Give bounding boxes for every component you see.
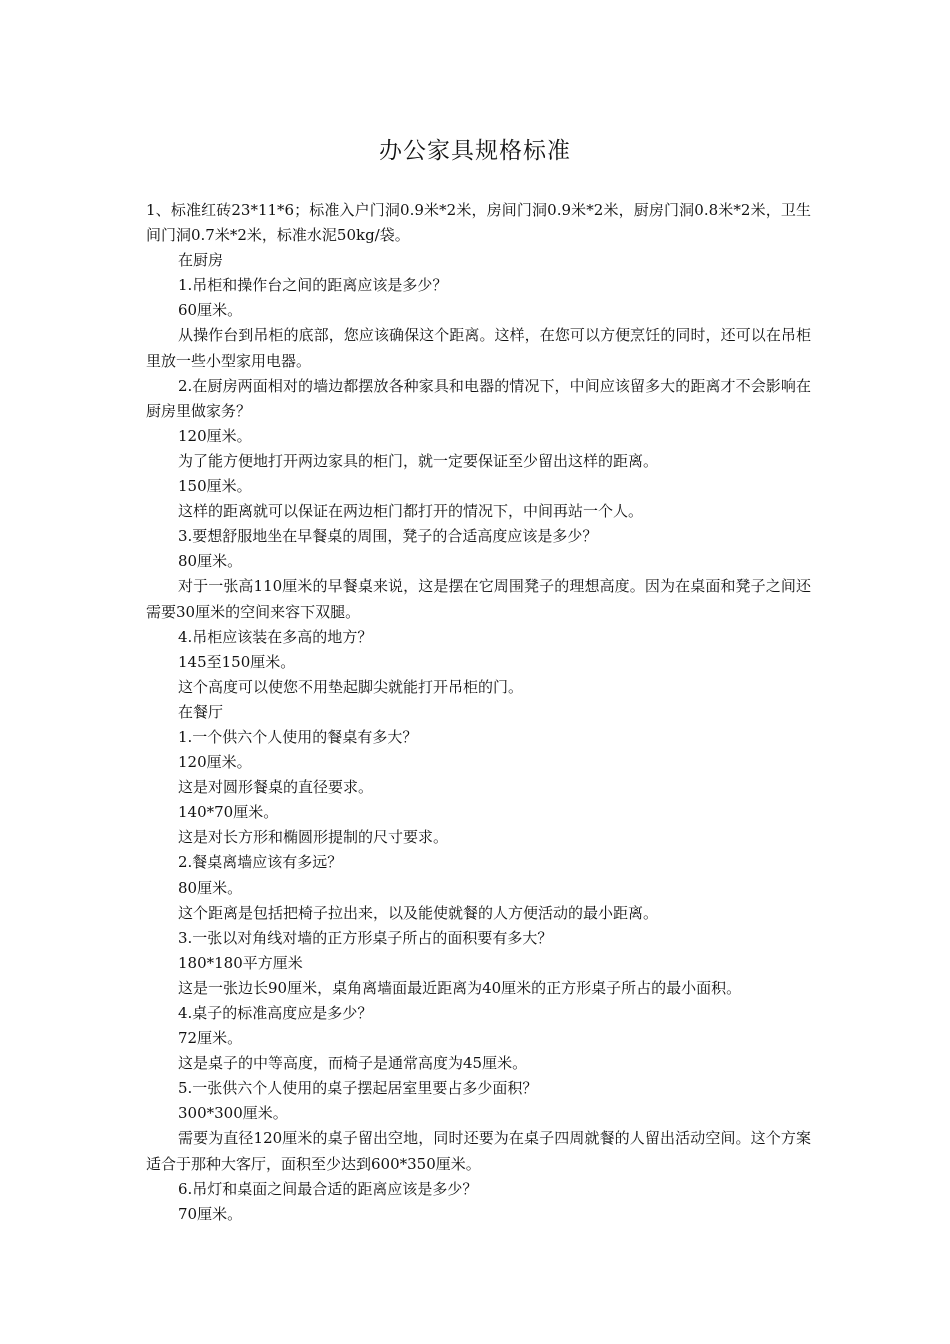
question: 3.一张以对角线对墙的正方形桌子所占的面积要有多大？ [178, 928, 553, 947]
answer: 70厘米。 [178, 1204, 243, 1223]
explanation: 需要为直径120厘米的桌子留出空地，同时还要为在桌子四周就餐的人留出活动空间。这个方案适合于那种大客厅，面积至少达到600*350厘米。 [146, 1129, 811, 1173]
answer: 145至150厘米。 [178, 652, 296, 671]
explanation: 这样的距离就可以保证在两边柜门都打开的情况下，中间再站一个人。 [178, 502, 644, 521]
explanation: 这是一张边长90厘米，桌角离墙面最近距离为40厘米的正方形桌子所占的最小面积。 [178, 978, 742, 997]
explanation: 为了能方便地打开两边家具的柜门，就一定要保证至少留出这样的距离。 [178, 451, 659, 470]
explanation: 这是桌子的中等高度，而椅子是通常高度为45厘米。 [178, 1054, 528, 1073]
explanation: 这是对圆形餐桌的直径要求。 [178, 778, 374, 797]
explanation: 从操作台到吊柜的底部，您应该确保这个距离。这样，在您可以方便烹饪的同时，还可以在吊柜里放一些小型家用电器。 [146, 326, 811, 370]
answer: 300*300厘米。 [178, 1104, 288, 1123]
answer: 80厘米。 [178, 878, 243, 897]
explanation: 这个高度可以使您不用垫起脚尖就能打开吊柜的门。 [178, 677, 524, 696]
answer: 72厘米。 [178, 1029, 243, 1048]
question: 2.餐桌离墙应该有多远？ [178, 853, 343, 872]
question: 1.吊柜和操作台之间的距离应该是多少？ [178, 276, 448, 295]
section-heading-dining: 在餐厅 [178, 702, 224, 721]
section-heading-kitchen: 在厨房 [178, 251, 224, 270]
question: 4.吊柜应该装在多高的地方？ [178, 627, 373, 646]
document-body [146, 198, 811, 1227]
question: 4.桌子的标准高度应是多少？ [178, 1004, 373, 1022]
answer: 120厘米。 [178, 753, 252, 772]
question: 6.吊灯和桌面之间最合适的距离应该是多少？ [178, 1179, 478, 1198]
explanation: 这个距离是包括把椅子拉出来，以及能使就餐的人方便活动的最小距离。 [178, 903, 659, 922]
page-title: 办公家具规格标准 [379, 138, 571, 164]
answer: 120厘米。 [178, 426, 252, 445]
paragraph: 1、标准红砖23*11*6；标准入户门洞0.9米*2米，房间门洞0.9米*2米，厨房门洞0.8米*2米，卫生间门洞0.7米*2米，标准水泥50kg/袋。 [146, 201, 811, 245]
question: 5.一张供六个人使用的桌子摆起居室里要占多少面积？ [178, 1079, 538, 1098]
answer: 80厘米。 [178, 552, 243, 571]
question: 2.在厨房两面相对的墙边都摆放各种家具和电器的情况下，中间应该留多大的距离才不会影响在厨房里做家务？ [146, 376, 811, 420]
answer: 150厘米。 [178, 477, 252, 496]
question: 3.要想舒服地坐在早餐桌的周围，凳子的合适高度应该是多少？ [178, 527, 598, 546]
question: 1.一个供六个人使用的餐桌有多大？ [178, 727, 418, 746]
explanation: 这是对长方形和椭圆形提制的尺寸要求。 [178, 828, 449, 847]
answer: 180*180平方厘米 [178, 953, 303, 972]
answer: 60厘米。 [178, 301, 243, 320]
explanation: 对于一张高110厘米的早餐桌来说，这是摆在它周围凳子的理想高度。因为在桌面和凳子之间还需要30厘米的空间来容下双腿。 [146, 577, 811, 621]
answer: 140*70厘米。 [178, 803, 279, 822]
